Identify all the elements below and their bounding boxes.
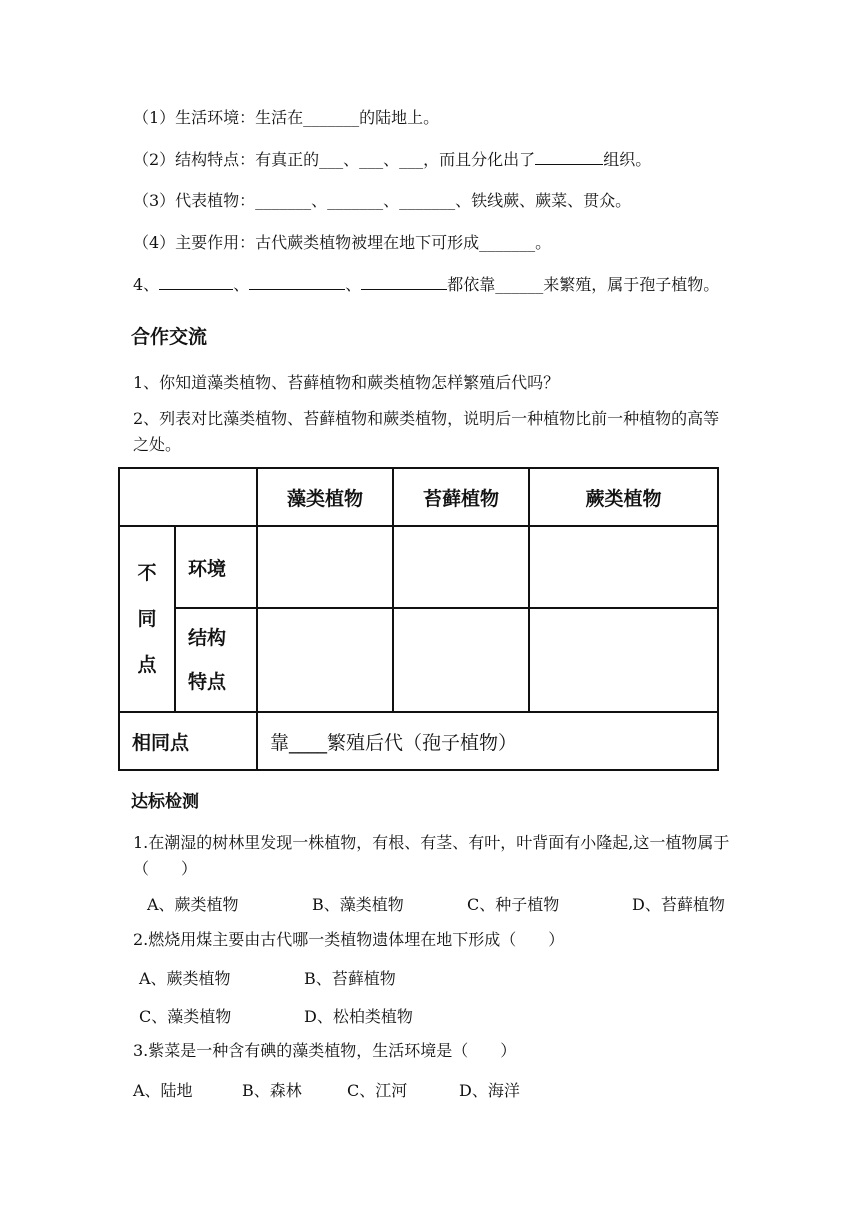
fill-line-2-tail: 组织。	[603, 150, 652, 169]
test-question-1: 1.在潮湿的树林里发现一株植物，有根、有茎、有叶，叶背面有小隆起,这一植物属于（ ）	[133, 833, 730, 878]
diff-char: 不	[137, 562, 157, 584]
cooperate-question-1: 1、你知道藻类植物、苔藓植物和蕨类植物怎样繁殖后代吗？	[133, 373, 560, 392]
table-row-same	[119, 712, 718, 770]
separator: 、	[345, 275, 362, 294]
table-cell-fern-environment[interactable]	[529, 526, 718, 608]
section-title-cooperate: 合作交流	[131, 326, 208, 348]
table-cell-moss-structure[interactable]	[393, 608, 529, 712]
table-cell-moss-environment[interactable]	[393, 526, 529, 608]
table-header-fern: 蕨类植物	[529, 468, 718, 526]
q3-option-d: D、海洋	[459, 1081, 520, 1100]
fill-line-2-text: （2）结构特点：有真正的___、___、___，而且分化出了	[133, 150, 536, 169]
test-question-3: 3.紫菜是一种含有碘的藻类植物，生活环境是（ ）	[133, 1041, 517, 1060]
comparison-table	[118, 467, 719, 771]
separator: 、	[233, 275, 250, 294]
diff-char: 点	[137, 654, 157, 676]
struct-line: 特点	[188, 671, 227, 693]
table-cell-fern-structure[interactable]	[529, 608, 718, 712]
fill-line-4: （4）主要作用：古代蕨类植物被埋在地下可形成_______。	[133, 233, 552, 252]
q1-option-d: D、苔藓植物	[632, 895, 725, 914]
table-row-structure	[119, 608, 718, 712]
q2-option-a: A、蕨类植物	[139, 969, 231, 988]
table-label-structure	[175, 608, 257, 712]
blank	[535, 150, 603, 165]
table-row-environment	[119, 526, 718, 608]
blank	[361, 275, 447, 290]
table-header-moss: 苔藓植物	[393, 468, 529, 526]
diff-char: 同	[137, 608, 157, 630]
table-label-environment: 环境	[175, 526, 257, 608]
table-header-algae: 藻类植物	[257, 468, 393, 526]
q3-option-b: B、森林	[242, 1081, 302, 1100]
table-corner-cell	[119, 468, 257, 526]
cooperate-question-2: 2、列表对比藻类植物、苔藓植物和蕨类植物，说明后一种植物比前一种植物的高等之处。	[133, 409, 720, 454]
q3-option-a: A、陆地	[133, 1081, 193, 1100]
table-label-difference	[119, 526, 175, 712]
table-cell-same: 靠____繁殖后代（孢子植物）	[257, 712, 718, 770]
table-cell-algae-environment[interactable]	[257, 526, 393, 608]
q2-option-d: D、松柏类植物	[304, 1007, 413, 1026]
table-label-same: 相同点	[119, 712, 257, 770]
section-title-test: 达标检测	[131, 792, 199, 812]
fill-line-5	[133, 275, 719, 295]
fill-line-5-tail: 都依靠______来繁殖，属于孢子植物。	[447, 275, 720, 294]
q2-option-b: B、苔藓植物	[304, 969, 396, 988]
fill-line-2	[133, 150, 651, 170]
q1-option-a: A、蕨类植物	[147, 895, 239, 914]
fill-line-3: （3）代表植物：_______、_______、_______、铁线蕨、蕨菜、贯众。	[133, 191, 632, 210]
table-cell-algae-structure[interactable]	[257, 608, 393, 712]
fill-line-5-prefix: 4、	[133, 275, 160, 294]
q2-option-c: C、藻类植物	[139, 1007, 232, 1026]
q1-option-b: B、藻类植物	[312, 895, 404, 914]
blank	[159, 275, 233, 290]
struct-line: 结构	[188, 627, 227, 649]
q3-option-c: C、江河	[347, 1081, 408, 1100]
test-question-2: 2.燃烧用煤主要由古代哪一类植物遗体埋在地下形成（ ）	[133, 930, 565, 949]
q1-option-c: C、种子植物	[467, 895, 560, 914]
blank	[249, 275, 345, 290]
fill-line-1: （1）生活环境：生活在_______的陆地上。	[133, 108, 440, 127]
table-header-row	[119, 468, 718, 526]
